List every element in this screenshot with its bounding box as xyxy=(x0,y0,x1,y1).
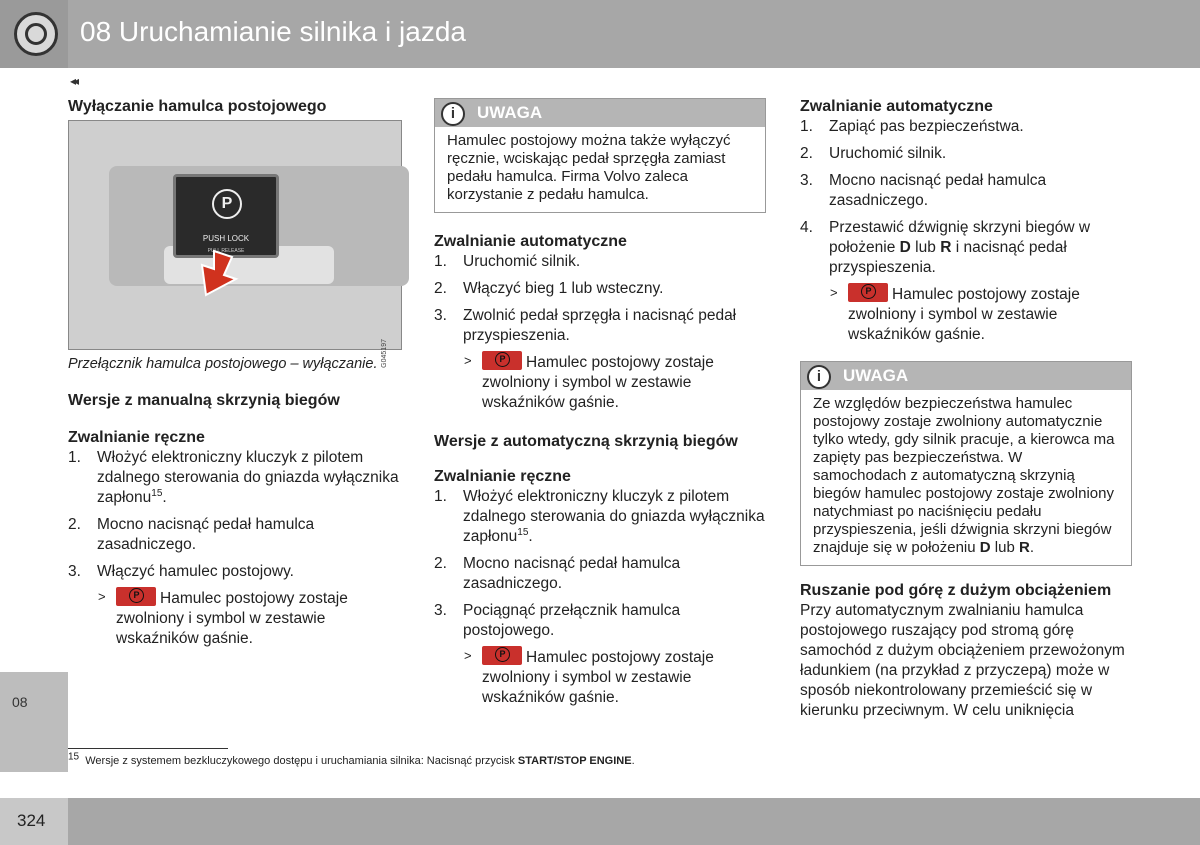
paragraph: Przy automatycznym zwalnianiu hamulca postojowego ruszający pod stromą górę samochód z dużym obciążeniem przewożonym ładunkiem (na przykład z przyczepą) może w sposób niekontrolowany przemieścić się w kierunku przeciwnym. W celu uniknięcia xyxy=(800,602,1125,719)
figure-caption: Przełącznik hamulca postojowego – wyłączanie. xyxy=(68,356,378,372)
footnote: $^{15}$ Wersje z systemem bezkluczykowego dostępu i uruchamiania silnika: Nacisnąć przycisk START/STOP ENGINE. xyxy=(68,751,635,767)
page-number: 324 xyxy=(17,811,46,830)
result-marker: > xyxy=(98,589,106,604)
chapter-tab[interactable] xyxy=(0,672,68,772)
column-1 xyxy=(68,96,402,657)
list-item: 2. Mocno nacisnąć pedał hamulca zasadniczego. xyxy=(68,516,315,553)
steps-list xyxy=(68,448,402,582)
subheading: Zwalnianie automatyczne xyxy=(434,233,627,250)
subheading: Zwalnianie ręczne xyxy=(434,468,571,485)
steps-list xyxy=(800,117,1132,278)
chapter-number: 08 xyxy=(12,694,28,710)
subheading: Ruszanie pod górę z dużym obciążeniem xyxy=(800,582,1112,599)
parking-brake-switch xyxy=(173,174,279,258)
figure-code: G045197 xyxy=(381,339,388,368)
subheading: Zwalnianie automatyczne xyxy=(800,98,993,115)
subheading: Zwalnianie ręczne xyxy=(68,429,205,446)
list-item: 3. Pociągnąć przełącznik hamulca postojowego. xyxy=(434,602,681,639)
list-item: 3. Zwolnić pedał sprzęgła i nacisnąć pedał przyspieszenia. xyxy=(434,307,737,344)
step-result: > P Hamulec postojowy zostaje zwolniony i symbol w zestawie wskaźników gaśnie. xyxy=(464,353,714,411)
chapter-icon-box xyxy=(0,0,68,68)
note-header xyxy=(801,362,1131,390)
parking-brake-indicator-icon: P xyxy=(482,351,522,370)
switch-sublabel: PULL RELEASE xyxy=(207,248,245,254)
list-item: 2. Mocno nacisnąć pedał hamulca zasadniczego. xyxy=(434,555,681,592)
result-marker: > xyxy=(830,285,838,300)
note-text: Ze względów bezpieczeństwa hamulec postojowy zostaje zwolniony automatycznie tylko wtedy, gdy silnik pracuje, a kierowca ma zapięty pas bezpieczeństwa. W samochodach z automatyczną skrzynią biegów hamulec postojowy zostaje zwolniony natychmiast po naciśnięciu pedału przyspieszenia, jeśli dźwignia skrzyni biegów znajduje się w położeniu D lub R. xyxy=(813,395,1115,556)
note-header xyxy=(435,99,765,127)
page-title: 08 Uruchamianie silnika i jazda xyxy=(80,16,466,47)
parking-brake-indicator-icon: P xyxy=(848,283,888,302)
note-text: Hamulec postojowy można także wyłączyć ręcznie, wciskając pedał sprzęgła zamiast pedału hamulca. Firma Volvo zaleca korzystanie z pedału hamulca. xyxy=(447,132,731,203)
step-result: > P Hamulec postojowy zostaje zwolniony i symbol w zestawie wskaźników gaśnie. xyxy=(98,589,348,647)
section-heading: Wersje z manualną skrzynią biegów xyxy=(68,392,340,409)
column-2 xyxy=(434,96,766,716)
step-result: > P Hamulec postojowy zostaje zwolniony i symbol w zestawie wskaźników gaśnie. xyxy=(830,285,1080,343)
column-3 xyxy=(800,96,1132,721)
parking-brake-indicator-icon: P xyxy=(482,646,522,665)
footnote-divider xyxy=(68,748,228,749)
parking-brake-symbol-icon: P xyxy=(212,189,242,219)
note-title: UWAGA xyxy=(843,366,909,385)
list-item: 1. Zapiąć pas bezpieczeństwa. xyxy=(800,118,1024,135)
steps-list xyxy=(434,487,766,641)
list-item: 1. Włożyć elektroniczny kluczyk z pilotem zdalnego sterowania do gniazda wyłącznika zapłonu$^{15}$. xyxy=(68,449,399,506)
switch-label: PUSH LOCK xyxy=(202,234,250,243)
back-nav-icon[interactable]: ◂◂ xyxy=(70,74,77,88)
steering-wheel-icon xyxy=(14,12,58,56)
steps-list xyxy=(434,252,766,346)
info-icon: i xyxy=(807,365,831,389)
list-item: 3. Włączyć hamulec postojowy. xyxy=(68,563,294,580)
list-item: 4. Przestawić dźwignię skrzyni biegów w położenie D lub R i nacisnąć pedał przyspieszenia. xyxy=(800,219,1091,276)
section-heading: Wyłączanie hamulca postojowego xyxy=(68,98,327,115)
list-item: 1. Włożyć elektroniczny kluczyk z pilotem zdalnego sterowania do gniazda wyłącznika zapłonu$^{15}$. xyxy=(434,488,765,545)
pull-arrow-icon xyxy=(194,251,244,297)
note-box xyxy=(800,361,1132,566)
note-title: UWAGA xyxy=(477,103,543,122)
list-item: 3. Mocno nacisnąć pedał hamulca zasadniczego. xyxy=(800,172,1047,209)
result-marker: > xyxy=(464,353,472,368)
list-item: 2. Uruchomić silnik. xyxy=(800,145,947,162)
section-heading: Wersje z automatyczną skrzynią biegów xyxy=(434,433,738,450)
parking-brake-indicator-icon: P xyxy=(116,587,156,606)
list-item: 2. Włączyć bieg 1 lub wsteczny. xyxy=(434,280,664,297)
result-marker: > xyxy=(464,648,472,663)
note-box xyxy=(434,98,766,213)
step-result: > P Hamulec postojowy zostaje zwolniony i symbol w zestawie wskaźników gaśnie. xyxy=(464,648,714,706)
page-footer xyxy=(0,798,1200,845)
list-item: 1. Uruchomić silnik. xyxy=(434,253,581,270)
info-icon: i xyxy=(441,102,465,126)
